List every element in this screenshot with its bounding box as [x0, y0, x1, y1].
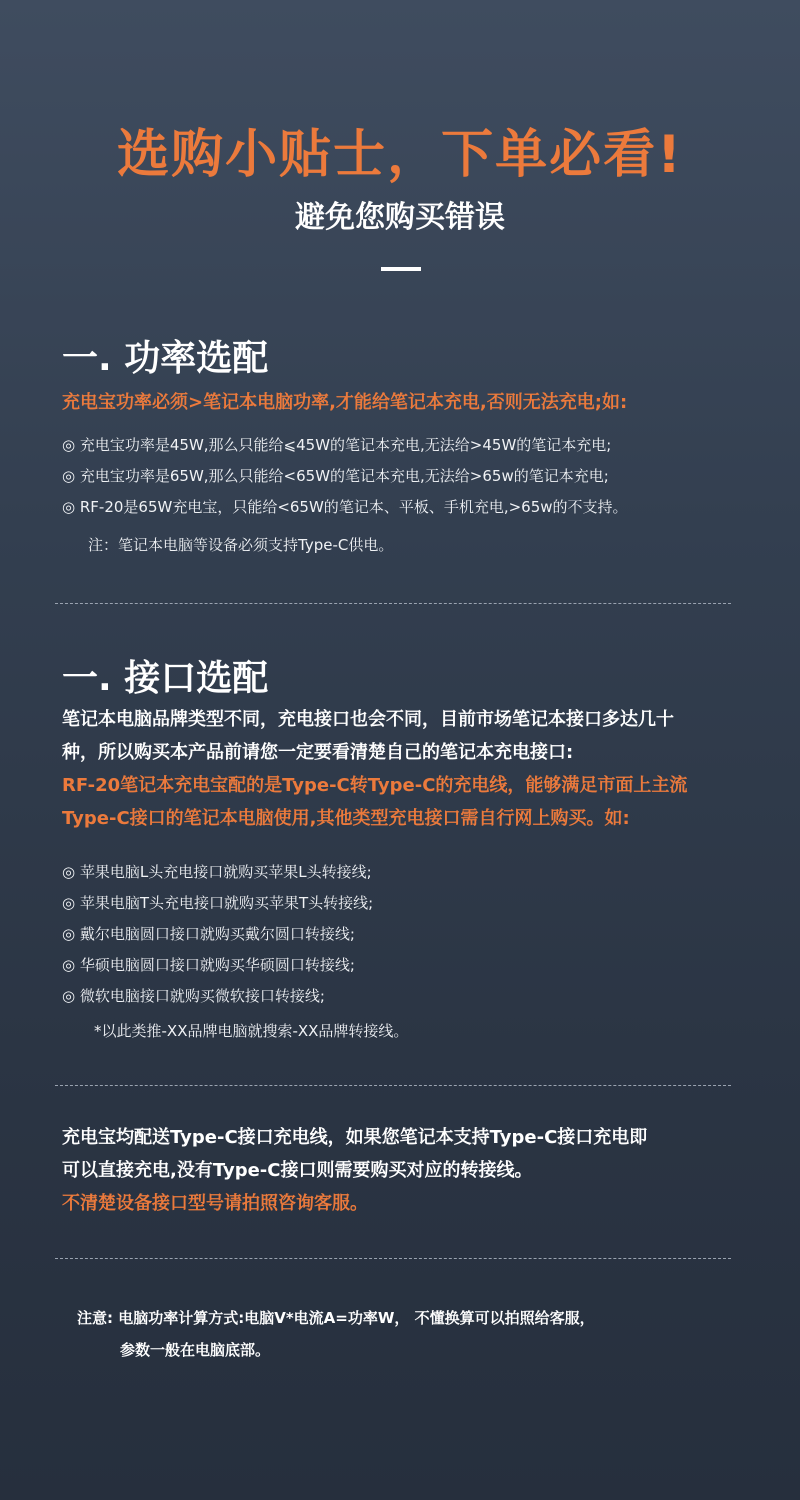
page-title: 选购小贴士，下单必看!: [117, 125, 683, 185]
power-bullet-list: [62, 430, 628, 523]
intro-line-highlight: RF-20笔记本充电宝配的是Type-C转Type-C的充电线，能够满足市面上主流: [62, 775, 688, 796]
cable-line: 充电宝均配送Type-C接口充电线，如果您笔记本支持Type-C接口充电即: [62, 1127, 648, 1148]
cable-line-highlight: 不清楚设备接口型号请拍照咨询客服。: [62, 1193, 368, 1214]
list-item: ◎ 苹果电脑T头充电接口就购买苹果T头转接线;: [62, 894, 374, 912]
list-item: ◎ 华硕电脑圆口接口就购买华硕圆口转接线;: [62, 956, 355, 974]
footer-note-line2: 参数一般在电脑底部。: [120, 1341, 271, 1359]
page-subtitle: 避免您购买错误: [295, 200, 505, 235]
port-bullet-list: [62, 857, 373, 1012]
power-note: 注：笔记本电脑等设备必须支持Type-C供电。: [88, 536, 394, 554]
list-item: ◎ 充电宝功率是45W,那么只能给⩽45W的笔记本充电,无法给>45W的笔记本充电;: [62, 436, 612, 454]
intro-line: 种，所以购买本产品前请您一定要看清楚自己的笔记本充电接口:: [62, 742, 574, 763]
port-section-heading: 一. 接口选配: [62, 658, 269, 699]
section-divider: [55, 603, 731, 604]
cable-line: 可以直接充电,没有Type-C接口则需要购买对应的转接线。: [62, 1160, 533, 1181]
footer-note-line1: 注意: 电脑功率计算方式:电脑V*电流A=功率W， 不懂换算可以拍照给客服，: [77, 1309, 595, 1327]
list-item: ◎ 戴尔电脑圆口接口就购买戴尔圆口转接线;: [62, 925, 355, 943]
title-underline: [381, 267, 421, 271]
power-section-lead: 充电宝功率必须>笔记本电脑功率,才能给笔记本充电,否则无法充电;如:: [62, 392, 628, 413]
list-item: ◎ 充电宝功率是65W,那么只能给<65W的笔记本充电,无法给>65w的笔记本充电;: [62, 467, 609, 485]
list-item: ◎ RF-20是65W充电宝，只能给<65W的笔记本、平板、手机充电,>65w的不支持。: [62, 498, 628, 516]
list-item: ◎ 微软电脑接口就购买微软接口转接线;: [62, 987, 325, 1005]
port-note: *以此类推-XX品牌电脑就搜索-XX品牌转接线。: [94, 1022, 409, 1040]
port-section-intro: [62, 703, 762, 835]
section-divider: [55, 1258, 731, 1259]
intro-line-highlight: Type-C接口的笔记本电脑使用,其他类型充电接口需自行网上购买。如:: [62, 808, 630, 829]
cable-section: [62, 1121, 762, 1220]
intro-line: 笔记本电脑品牌类型不同，充电接口也会不同，目前市场笔记本接口多达几十: [62, 709, 674, 730]
section-divider: [55, 1085, 731, 1086]
power-section-heading: 一. 功率选配: [62, 338, 269, 379]
list-item: ◎ 苹果电脑L头充电接口就购买苹果L头转接线;: [62, 863, 372, 881]
